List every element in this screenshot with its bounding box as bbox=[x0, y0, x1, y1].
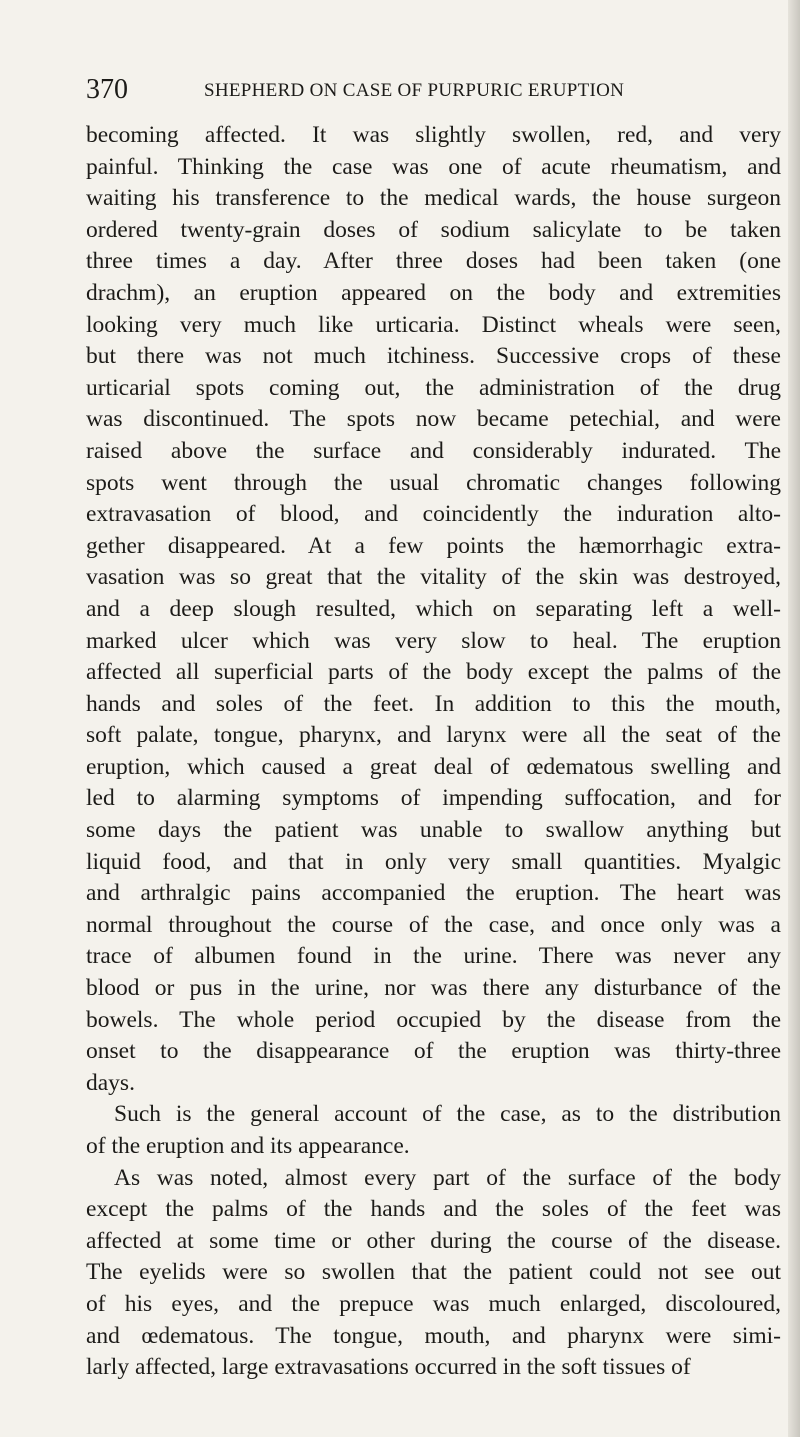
text-line: days. bbox=[86, 1069, 135, 1096]
text-line: looking very much like urticaria. Distinct wheals were seen, bbox=[86, 311, 781, 338]
page-number: 370 bbox=[86, 74, 128, 105]
text-line: of the eruption and its appearance. bbox=[86, 1133, 410, 1159]
text-line: The eyelids were so swollen that the patient could not see out bbox=[86, 1259, 781, 1286]
text-line: vasation was so great that the vitality of the skin was destroyed, bbox=[86, 564, 781, 591]
page-edge-shadow bbox=[788, 0, 800, 1437]
running-head: SHEPHERD ON CASE OF PURPURIC ERUPTION bbox=[204, 80, 625, 101]
text-line: liquid food, and that in only very small quantities. Myalgic bbox=[86, 848, 781, 875]
text-line: blood or pus in the urine, nor was there any disturbance of the bbox=[86, 975, 781, 1002]
text-line: drachm), an eruption appeared on the body and extremities bbox=[86, 279, 781, 306]
text-line: trace of albumen found in the urine. There was never any bbox=[86, 943, 781, 970]
text-line: affected at some time or other during the course of the disease. bbox=[86, 1227, 781, 1254]
text-line: As was noted, almost every part of the surface of the body bbox=[114, 1164, 781, 1191]
text-line: but there was not much itchiness. Successive crops of these bbox=[86, 343, 781, 370]
text-line: affected all superficial parts of the body except the palms of the bbox=[86, 659, 781, 686]
text-line: except the palms of the hands and the soles of the feet was bbox=[86, 1196, 781, 1223]
text-line: spots went through the usual chromatic changes following bbox=[86, 469, 781, 496]
text-line: bowels. The whole period occupied by the disease from the bbox=[86, 1006, 781, 1033]
text-line: three times a day. After three doses had been taken (one bbox=[86, 248, 781, 275]
text-line: soft palate, tongue, pharynx, and larynx were all the seat of the bbox=[86, 722, 781, 749]
text-line: eruption, which caused a great deal of œdematous swelling and bbox=[86, 753, 781, 780]
text-line: gether disappeared. At a few points the hæmorrhagic extra- bbox=[86, 532, 781, 559]
text-line: larly affected, large extravasations occurred in the soft tissues of bbox=[86, 1354, 691, 1381]
paragraph bbox=[86, 1099, 781, 1162]
paragraph bbox=[86, 1163, 781, 1384]
text-line: onset to the disappearance of the eruption was thirty-three bbox=[86, 1038, 781, 1065]
text-line: some days the patient was unable to swallow anything but bbox=[86, 817, 781, 844]
text-line: urticarial spots coming out, the administration of the drug bbox=[86, 374, 781, 401]
paragraph bbox=[86, 120, 781, 1099]
text-line: hands and soles of the feet. In addition to this the mouth, bbox=[86, 690, 781, 717]
text-line: normal throughout the course of the case, and once only was a bbox=[86, 911, 781, 938]
text-line: and arthralgic pains accompanied the eruption. The heart was bbox=[86, 880, 781, 907]
text-line: and a deep slough resulted, which on separating left a well- bbox=[86, 595, 781, 622]
text-line: waiting his transference to the medical wards, the house surgeon bbox=[86, 185, 781, 212]
text-line: painful. Thinking the case was one of acute rheumatism, and bbox=[86, 153, 781, 180]
text-line: of his eyes, and the prepuce was much enlarged, discoloured, bbox=[86, 1290, 781, 1317]
text-line: becoming affected. It was slightly swollen, red, and very bbox=[86, 122, 781, 148]
text-line: extravasation of blood, and coincidently the induration alto- bbox=[86, 501, 781, 528]
text-line: was discontinued. The spots now became petechial, and were bbox=[86, 406, 781, 433]
text-line: and œdematous. The tongue, mouth, and pharynx were simi- bbox=[86, 1322, 781, 1349]
page-header bbox=[86, 74, 786, 114]
text-line: raised above the surface and considerably indurated. The bbox=[86, 437, 781, 464]
text-line: marked ulcer which was very slow to heal. The eruption bbox=[86, 627, 781, 654]
text-line: led to alarming symptoms of impending suffocation, and for bbox=[86, 785, 781, 812]
text-line: Such is the general account of the case, as to the distribution bbox=[114, 1101, 781, 1128]
body-text bbox=[86, 120, 781, 1384]
text-line: ordered twenty-grain doses of sodium salicylate to be taken bbox=[86, 216, 781, 243]
